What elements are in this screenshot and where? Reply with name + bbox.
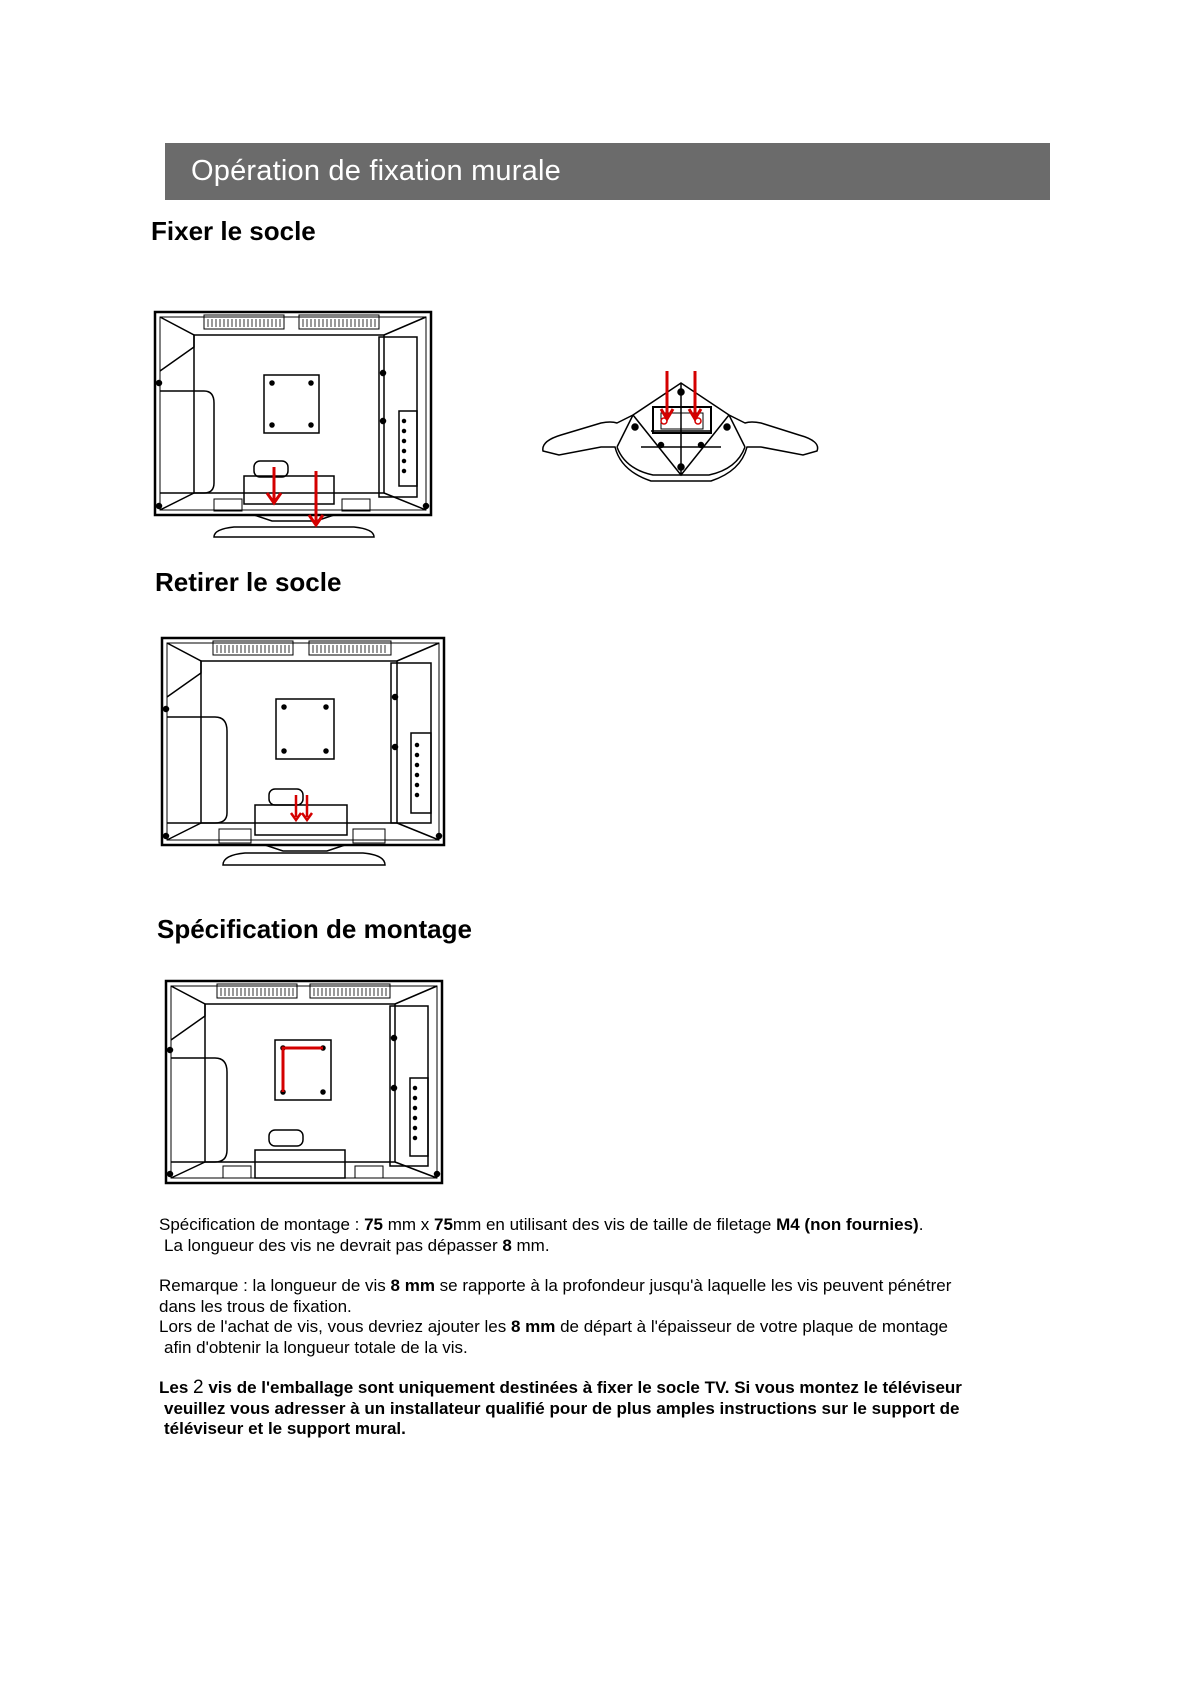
arrow-icon-attach [154, 311, 434, 546]
warning-line-2: veuillez vous adresser à un installateur qualifié pour de plus amples instructions sur le support de [164, 1398, 960, 1418]
arrow-icon-remove [161, 637, 446, 867]
arrow-icon-stand-screws [541, 371, 821, 486]
spec-line-2: La longueur des vis ne devrait pas dépasser 8 mm. [164, 1235, 550, 1255]
warning-line-3: téléviseur et le support mural. [164, 1419, 406, 1438]
section-title-fix: Fixer le socle [151, 216, 316, 246]
page-banner [165, 143, 1050, 200]
warning-line-1: Les 2 vis de l'emballage sont uniquement destinées à fixer le socle TV. Si vous montez le téléviseur [159, 1377, 962, 1398]
mounting-spec-text [159, 1215, 1059, 1440]
note-line-1: Remarque : la longueur de vis 8 mm se rapporte à la profondeur jusqu'à laquelle les vis peuvent pénétrer [159, 1276, 952, 1295]
section-title-remove: Retirer le socle [155, 567, 342, 597]
spec-line-1: Spécification de montage : 75 mm x 75mm en utilisant des vis de taille de filetage M4 (non fournies). [159, 1215, 924, 1234]
banner-title: Opération de fixation murale [191, 155, 561, 187]
section-title-spec: Spécification de montage [157, 914, 472, 944]
note-line-3: Lors de l'achat de vis, vous devriez ajouter les 8 mm de départ à l'épaisseur de votre plaque de montage [159, 1317, 948, 1336]
dimension-marker-icon [165, 980, 445, 1185]
note-line-2: dans les trous de fixation. [159, 1296, 352, 1316]
note-line-4: afin d'obtenir la longueur totale de la vis. [164, 1337, 468, 1357]
